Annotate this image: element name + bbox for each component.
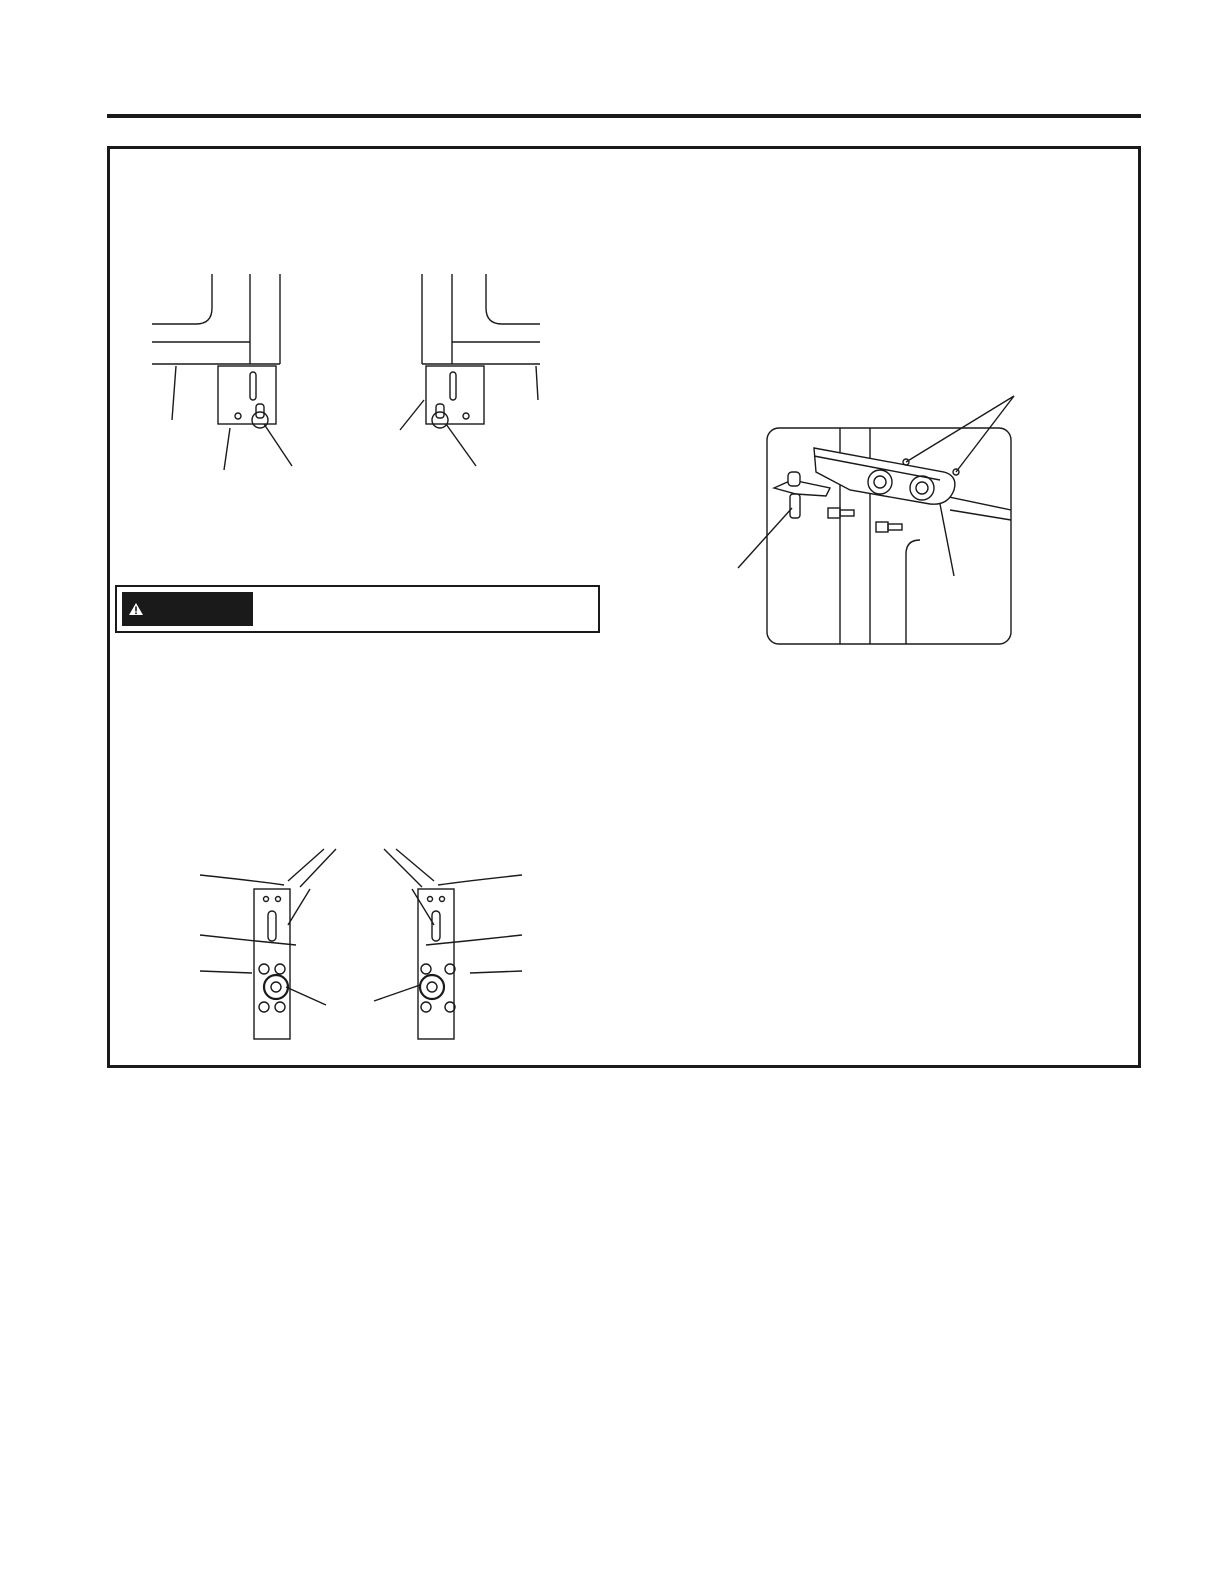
warning-triangle-icon <box>128 602 144 616</box>
hinge-adjuster-figure <box>196 845 526 1045</box>
header-rule <box>107 114 1141 118</box>
warning-badge <box>122 592 253 626</box>
warning-box <box>115 585 600 633</box>
hinge-bracket-figure <box>730 390 1030 650</box>
door-bottom-hinge-figure <box>140 268 560 478</box>
